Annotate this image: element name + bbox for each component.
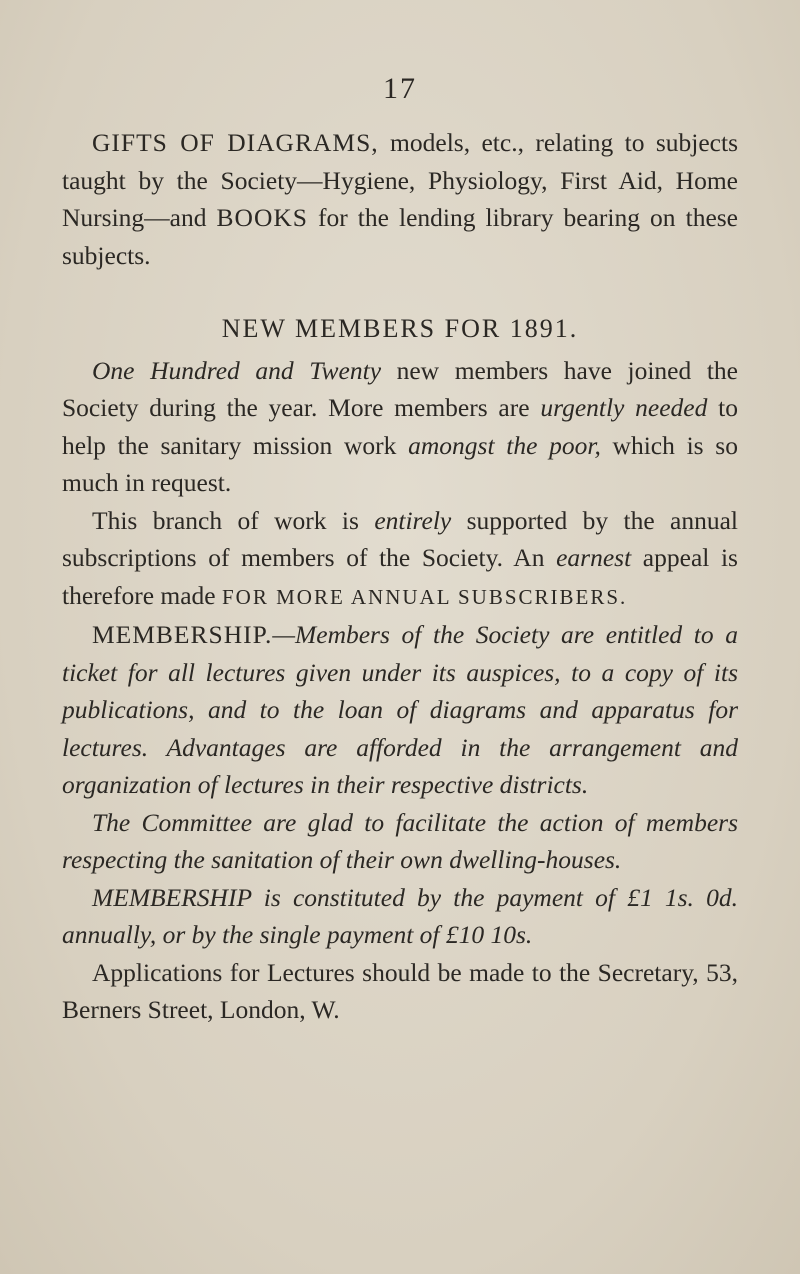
branch-entirely: entirely — [374, 505, 452, 535]
committee-paragraph: The Committee are glad to facilitate the action of members respecting the sanitation of their own dwelling-houses. — [62, 807, 738, 874]
branch-text-2: supported by the annual subscriptions of members of the Society. An — [62, 505, 738, 572]
gifts-paragraph — [62, 124, 738, 274]
branch-paragraph — [62, 502, 738, 617]
section-heading: NEW MEMBERS FOR 1891. — [221, 314, 579, 343]
new-members-text-2: to help the sanitary mission work — [62, 393, 738, 460]
branch-text-1: This branch of work is — [92, 505, 375, 535]
gifts-text-1: models, etc., relating to subjects taught by the Society—Hygiene, Physiology, First Aid, Home Nursing—and — [62, 128, 738, 232]
membership-fee-paragraph — [62, 879, 738, 954]
new-members-text-3: which is so much in request. — [62, 430, 738, 497]
membership-text: —Members of the Society are entitled to a ticket for all lectures given under its auspices, to a copy of its publications, and to the loan of diagrams and apparatus for lectures. Advantages are afforded in the arrangement and organization of lectures in their respective districts. — [62, 620, 738, 799]
gifts-lead: GIFTS OF DIAGRAMS, — [92, 128, 379, 157]
membership-fee-lead: MEMBERSHIP — [92, 882, 252, 912]
new-members-amongst: amongst the poor, — [408, 430, 601, 460]
branch-text-3: appeal is therefore made — [62, 543, 738, 610]
applications-paragraph: Applications for Lectures should be made to the Secretary, 53, Berners Street, London, W. — [62, 957, 738, 1024]
new-members-urgent: urgently needed — [540, 393, 708, 422]
new-members-paragraph — [62, 352, 738, 502]
gifts-books: BOOKS — [216, 203, 308, 232]
page-number: 17 — [383, 72, 417, 105]
gifts-text-2: for the lending library bearing on these subjects. — [62, 203, 738, 270]
branch-earnest: earnest — [556, 543, 632, 572]
page-body — [62, 124, 738, 1029]
membership-paragraph — [62, 616, 738, 804]
branch-caps: FOR MORE ANNUAL SUBSCRIBERS. — [222, 584, 628, 609]
new-members-text-1: new members have joined the Society during the year. More members are — [62, 355, 738, 422]
membership-fee-text: is constituted by the payment of £1 1s. 0d. annually, or by the single payment of £10 10s. — [62, 882, 738, 949]
membership-lead: MEMBERSHIP. — [92, 620, 273, 649]
new-members-lead: One Hundred and Twenty — [92, 355, 382, 385]
